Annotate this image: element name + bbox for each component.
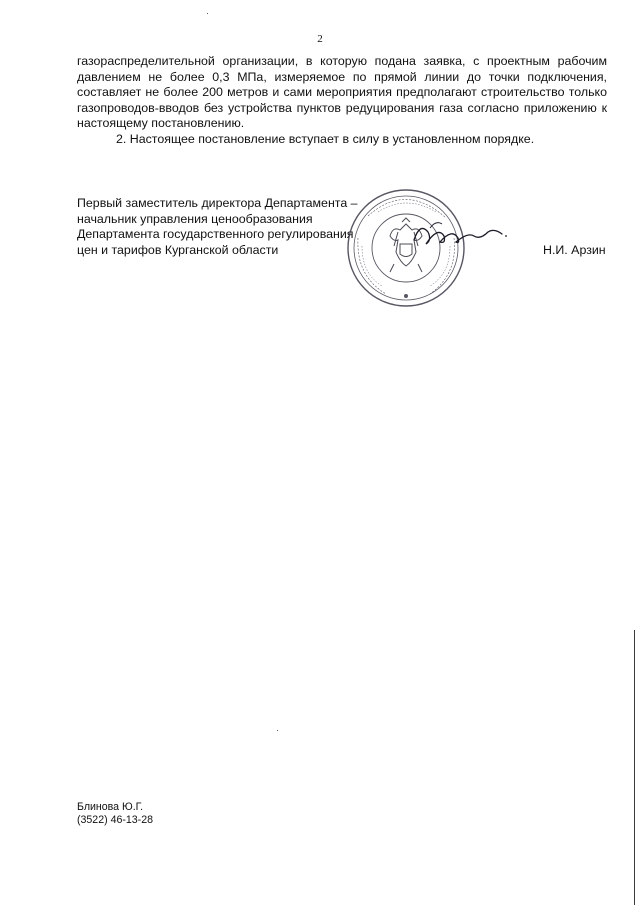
executor-phone: (3522) 46-13-28: [77, 814, 153, 826]
paragraph-conditions: газораспределительной организации, в которую подана заявка, с проектным рабочим давлением не более 0,3 МПа, измеряемое по прямой линии до точки подключения, составляет не более 200 метров и сами мероприятия предполагают строительство только газопроводов-вводов без устройства пунктов редуцирования газа согласно приложению к настоящему постановлению.: [77, 54, 607, 131]
scan-edge-line: [634, 630, 635, 905]
document-body: [77, 54, 607, 148]
signatory-title-line: начальник управления ценообразования: [77, 211, 313, 226]
paragraph-effective-date: 2. Настоящее постановление вступает в силу в установленном порядке.: [116, 131, 535, 146]
page-number: 2: [317, 33, 323, 45]
signatory-title-line: Департамента государственного регулирования: [77, 227, 354, 241]
scan-speck: [277, 730, 278, 731]
signatory-name: Н.И. Арзин: [543, 243, 606, 257]
signatory-title: [77, 196, 377, 258]
signatory-title-line: цен и тарифов Курганской области: [77, 242, 279, 257]
handwritten-signature: [410, 218, 510, 252]
scan-speck: [207, 13, 208, 14]
executor-name: Блинова Ю.Г.: [77, 801, 144, 813]
signatory-title-line: Первый заместитель директора Департамента –: [77, 196, 358, 210]
executor-info: [77, 801, 153, 827]
